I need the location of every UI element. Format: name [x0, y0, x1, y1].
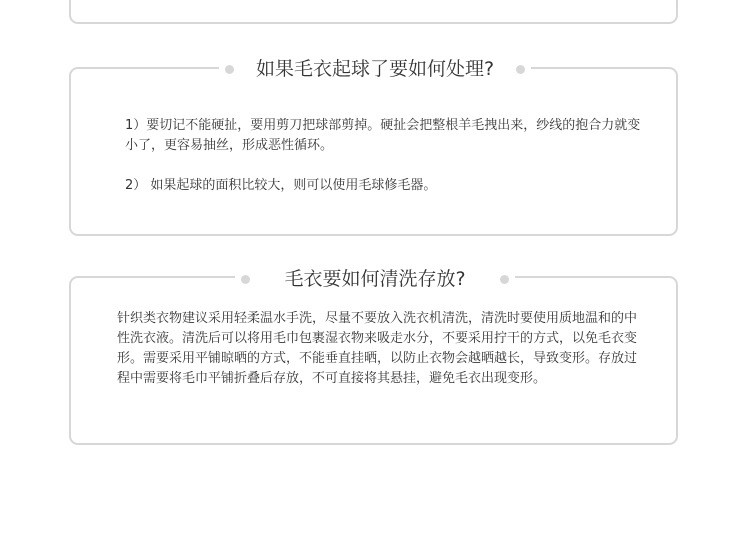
section-paragraph: 2） 如果起球的面积比较大，则可以使用毛球修毛器。: [125, 178, 437, 193]
section-paragraph: 针织类衣物建议采用轻柔温水手洗，尽量不要放入洗衣机清洗，清洗时要使用质地温和的中性洗衣液。清洗后可以将用毛巾包裹湿衣物来吸走水分，不要采用拧干的方式，以免毛衣变形。需要采用平铺晾晒的方式，不能垂直挂晒，以防止衣物会越晒越长，导致变形。存放过程中需要将毛巾平铺折叠后存放，不可直接将其悬挂，避免毛衣出现变形。: [117, 311, 638, 386]
section-title: 如果毛衣起球了要如何处理?: [255, 58, 495, 80]
previous-section-box: [69, 0, 678, 24]
section-title: 毛衣要如何清洗存放?: [284, 268, 466, 290]
section-paragraph: 1）要切记不能硬扯，要用剪刀把球部剪掉。硬扯会把整根羊毛拽出来，纱线的抱合力就变小了，更容易抽丝，形成恶性循环。: [125, 118, 641, 153]
